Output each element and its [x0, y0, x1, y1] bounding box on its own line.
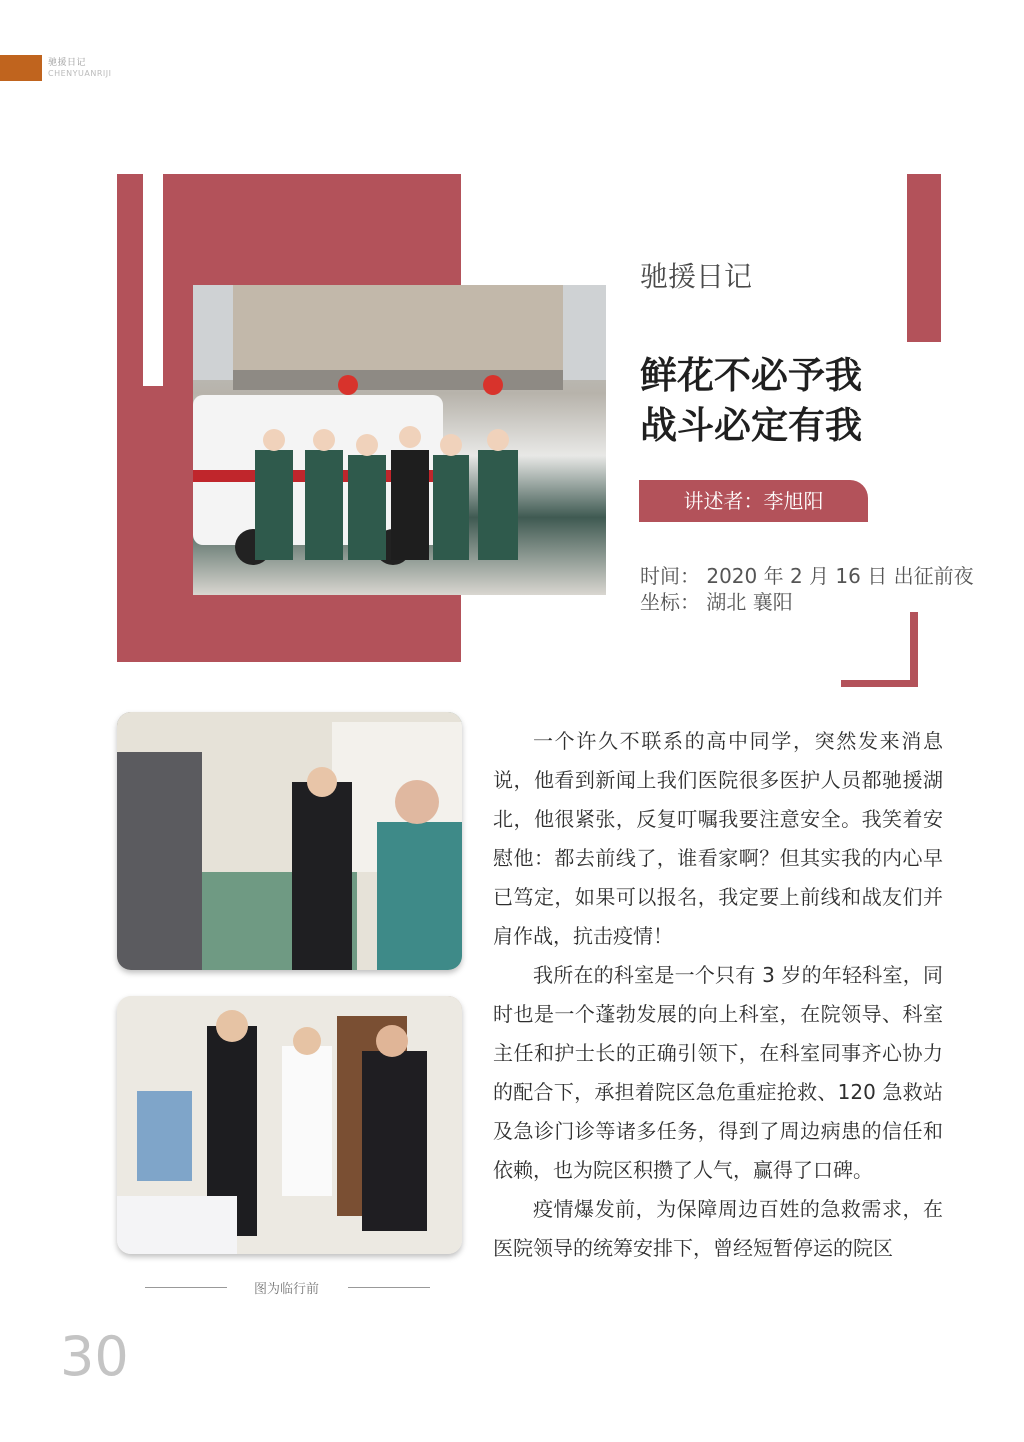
caption-rule-left: [145, 1287, 227, 1288]
decorative-red-bar: [907, 174, 941, 342]
narrator-badge: 讲述者：李旭阳: [639, 480, 868, 522]
article-body: [493, 722, 943, 1268]
photo-ward-illustration: [117, 996, 462, 1254]
photo-corridor-illustration: [117, 712, 462, 970]
body-paragraph-1: 一个许久不联系的高中同学，突然发来消息说，他看到新闻上我们医院很多医护人员都驰援湖北，他很紧张，反复叮嘱我要注意安全。我笑着安慰他：都去前线了，谁看家啊？但其实我的内心早已笃定，如果可以报名，我定要上前线和战友们并肩作战，抗击疫情！: [493, 729, 943, 948]
section-kicker: 驰援日记: [640, 260, 753, 293]
photo-ward-visit: [117, 996, 462, 1254]
photo-team-illustration: [193, 285, 606, 595]
photo-hospital-corridor: [117, 712, 462, 970]
caption-rule-right: [348, 1287, 430, 1288]
location-line: 坐标： 湖北 襄阳: [640, 590, 793, 614]
page-number: 30: [60, 1325, 129, 1388]
headline-line-2: 战斗必定有我: [640, 403, 862, 447]
time-line: 时间： 2020 年 2 月 16 日 出征前夜: [640, 564, 974, 588]
body-paragraph-3: 疫情爆发前，为保障周边百姓的急救需求，在医院领导的统筹安排下，曾经短暂停运的院区: [493, 1197, 943, 1260]
running-header-title: 驰援日记: [48, 58, 87, 68]
decorative-bracket-vertical: [910, 612, 918, 687]
article-headline: [640, 350, 862, 450]
running-header-subtitle: CHENYUANRIJI: [48, 69, 112, 78]
decorative-bracket-horizontal: [841, 680, 918, 687]
header-color-bar: [0, 55, 42, 81]
body-paragraph-2: 我所在的科室是一个只有 3 岁的年轻科室，同时也是一个蓬勃发展的向上科室，在院领导、科室主任和护士长的正确引领下，在科室同事齐心协力的配合下，承担着院区急危重症抢救、120 急救站及急诊门诊等诸多任务，得到了周边病患的信任和依赖，也为院区积攒了人气，赢得了口碑。: [493, 963, 943, 1182]
headline-line-1: 鲜花不必予我: [640, 353, 862, 397]
decorative-white-slit: [143, 174, 163, 386]
photo-caption: 图为临行前: [254, 1282, 320, 1297]
photo-team-at-ambulance: [193, 285, 606, 595]
